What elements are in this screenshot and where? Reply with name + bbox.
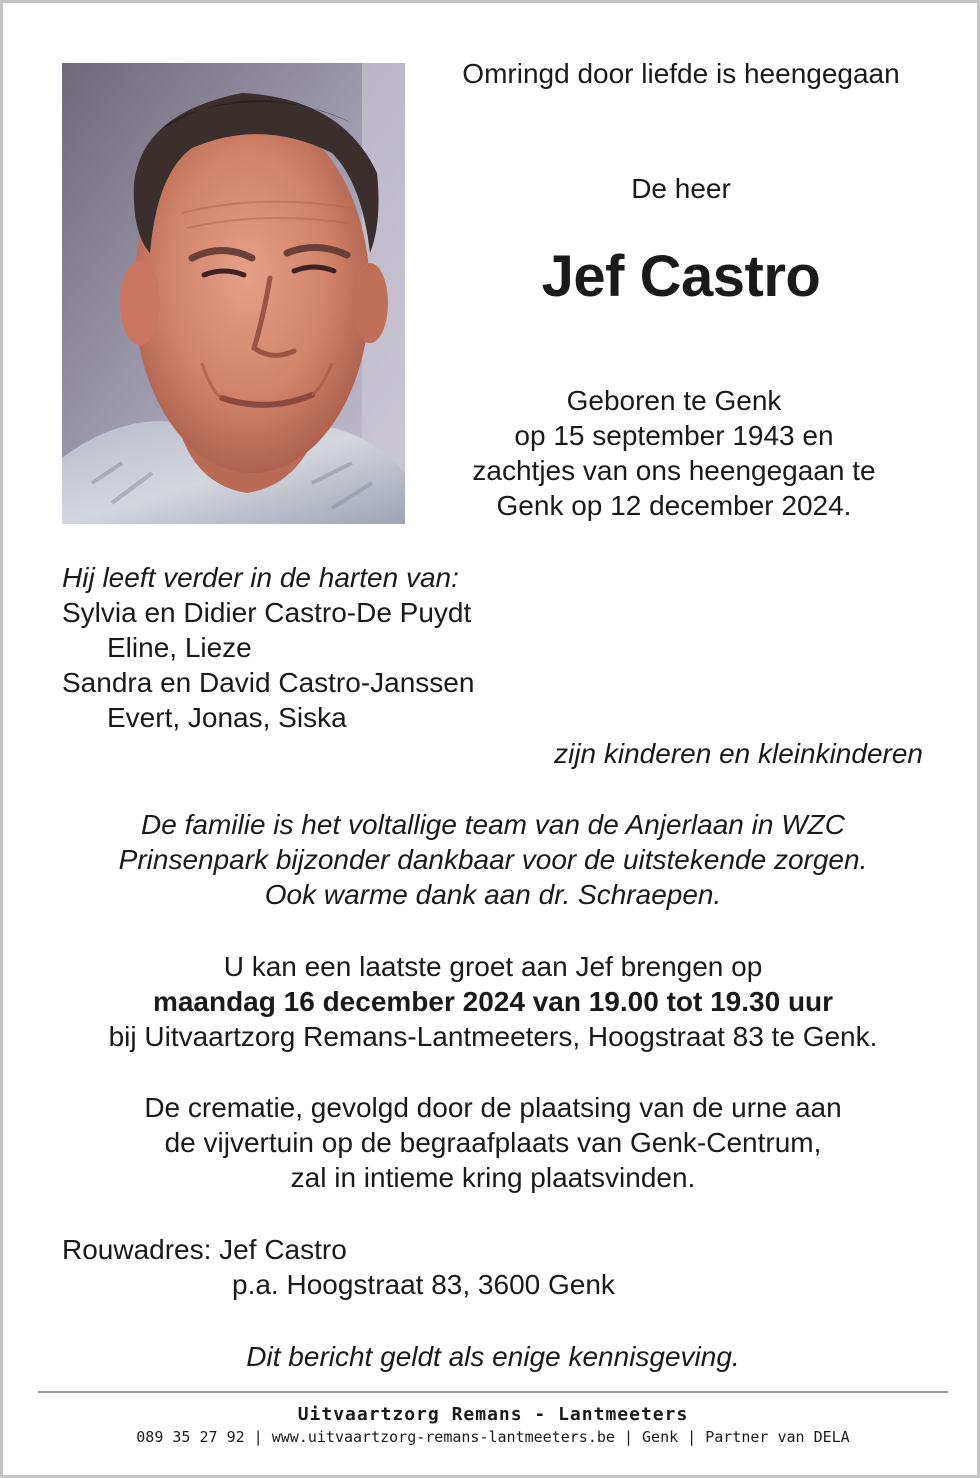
family-line: Evert, Jonas, Siska — [107, 702, 347, 733]
footer-divider — [38, 1391, 948, 1393]
cremation-line-1: De crematie, gevolgd door de plaatsing van de urne aan — [144, 1092, 842, 1123]
visit-line-1: U kan een laatste groet aan Jef brengen op — [223, 951, 763, 982]
family-line: Sandra en David Castro-Janssen — [62, 667, 475, 698]
thanks-line-3: Ook warme dank aan dr. Schraepen. — [264, 879, 722, 910]
mourning-address: p.a. Hoogstraat 83, 3600 Genk — [232, 1269, 615, 1300]
family-intro: Hij leeft verder in de harten van: — [62, 562, 459, 593]
salutation: De heer — [631, 173, 731, 204]
funeral-company-contact: 089 35 27 92 | www.uitvaartzorg-remans-lantmeeters.be | Genk | Partner van DELA — [136, 1428, 850, 1446]
cremation-line-2: de vijvertuin op de begraafplaats van Genk-Centrum, — [164, 1127, 822, 1158]
birth-line-2: op 15 september 1943 en — [514, 420, 834, 451]
notice-text: Dit bericht geldt als enige kennisgeving. — [246, 1341, 740, 1372]
birth-line-4: Genk op 12 december 2024. — [496, 490, 852, 521]
family-closing: zijn kinderen en kleinkinderen — [554, 738, 923, 769]
thanks-line-2: Prinsenpark bijzonder dankbaar voor de uitstekende zorgen. — [118, 844, 868, 875]
family-line: Sylvia en Didier Castro-De Puydt — [62, 597, 472, 628]
deceased-name: Jef Castro — [541, 244, 821, 309]
birth-line-1: Geboren te Genk — [566, 385, 782, 416]
thanks-line-1: De familie is het voltallige team van de Anjerlaan in WZC — [141, 809, 845, 840]
birth-line-3: zachtjes van ons heengegaan te — [472, 455, 876, 486]
visit-location: bij Uitvaartzorg Remans-Lantmeeters, Hoogstraat 83 te Genk. — [108, 1021, 878, 1052]
funeral-company-name: Uitvaartzorg Remans - Lantmeeters — [297, 1404, 689, 1425]
intro-text: Omringd door liefde is heengegaan — [462, 58, 900, 89]
portrait-photo — [62, 63, 405, 524]
cremation-line-3: zal in intieme kring plaatsvinden. — [290, 1162, 696, 1193]
mourning-address-label: Rouwadres: Jef Castro — [62, 1234, 347, 1265]
family-line: Eline, Lieze — [107, 632, 252, 663]
visit-datetime: maandag 16 december 2024 van 19.00 tot 19.30 uur — [152, 986, 834, 1017]
